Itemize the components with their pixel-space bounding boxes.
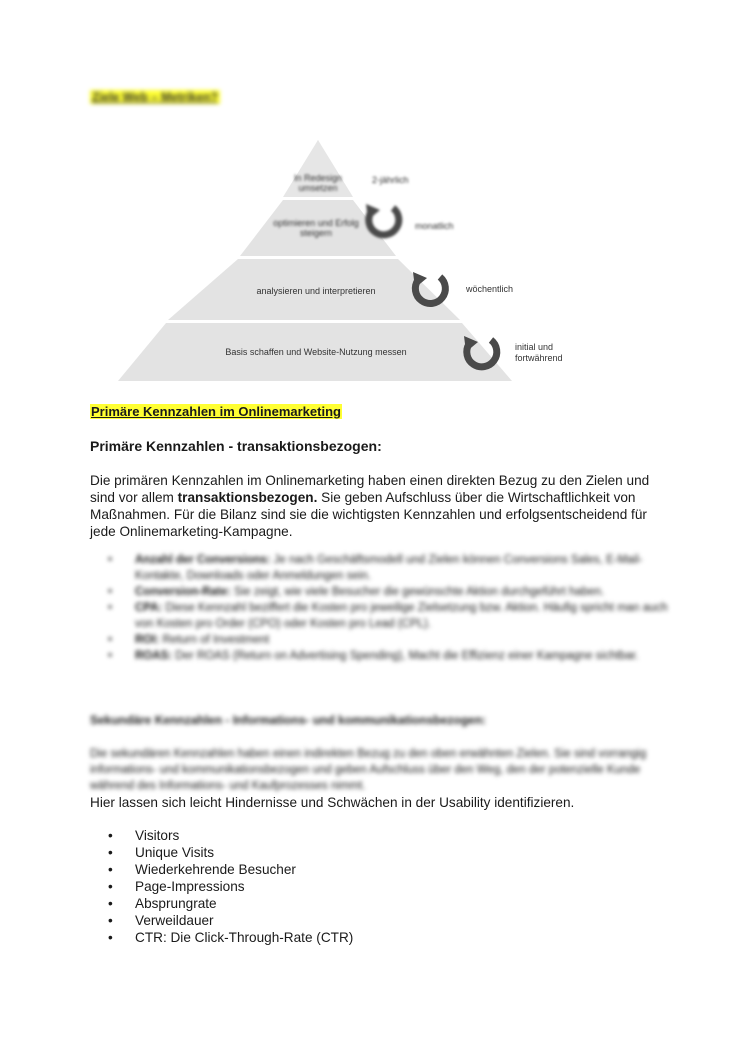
list-item-term: Conversion-Rate:	[135, 586, 231, 598]
list-item: • Visitors	[108, 827, 353, 844]
list-item	[108, 584, 668, 600]
metrics-pyramid	[0, 0, 750, 400]
list-item: • Absprungrate	[108, 895, 353, 912]
pyramid-label-2b: steigern	[299, 228, 333, 238]
list-item: • Page-Impressions	[108, 878, 353, 895]
list-item: • CTR: Die Click-Through-Rate (CTR)	[108, 929, 353, 946]
pyramid-label-2a: optimieren und Erfolg	[273, 218, 359, 228]
list-item-term: ROAS:	[135, 650, 173, 662]
pyramid-label-1a: In Redesign	[293, 173, 343, 183]
pyramid-frequency-4a: initial und	[515, 342, 554, 352]
intro-bold-term: transaktionsbezogen.	[177, 490, 318, 505]
secondary-section-heading: Sekundäre Kennzahlen - Informations- und kommunikationsbezogen:	[90, 713, 487, 727]
pyramid-label-3: analysieren und interpretieren	[256, 286, 376, 296]
list-item	[108, 632, 668, 648]
list-item-text: Diese Kennzahl beziffert die Kosten pro jeweilige Zielsetzung bzw. Aktion. Häufig spricht man auch von Kosten pro Order (CPO) oder Kosten pro Lead (CPL).	[135, 602, 668, 630]
secondary-paragraph-blurred: Die sekundären Kennzahlen haben einen indirekten Bezug zu den oben erwähnten Zielen. Sie sind vorrangig informations- und kommunikationsbezogen und geben Aufschluss über den Weg, den der potenzielle Kunde während des Informations- und Kaufprozesses nimmt.	[90, 748, 647, 792]
primary-subheading: Primäre Kennzahlen - transaktionsbezogen:	[90, 438, 382, 454]
intro-text-start: Die primären Kennzahlen im Onlinemarketing haben einen direkten Bezug zu den Zielen und sind vor allem	[90, 473, 650, 505]
intro-text-end: Sie geben Aufschluss über die Wirtschaftlichkeit von Maßnahmen. Für die Bilanz sind sie die wichtigsten Kennzahlen und erfolgsentscheidend für jede Onlinemarketing-Kampagne.	[90, 490, 647, 539]
list-item-text: Je nach Geschäftsmodell und Zielen können Conversions Sales, E-Mail-Kontakte, Downloads oder Anmeldungen sein.	[135, 554, 643, 582]
pyramid-frequency-1: 2-jährlich	[372, 175, 409, 185]
list-item-term: CPA:	[135, 602, 163, 614]
secondary-metrics-list	[108, 827, 353, 946]
list-item: • Wiederkehrende Besucher	[108, 861, 353, 878]
list-item	[108, 648, 668, 664]
list-item-term: ROI:	[135, 634, 160, 646]
primary-intro-paragraph	[90, 472, 665, 540]
secondary-paragraph-visible: Hier lassen sich leicht Hindernisse und Schwächen in der Usability identifizieren.	[90, 795, 575, 810]
list-item: • Verweildauer	[108, 912, 353, 929]
list-item-text: Return of Investment	[159, 634, 270, 646]
pyramid-frequency-4b: fortwährend	[515, 353, 563, 363]
pyramid-label-1b: umsetzen	[298, 183, 338, 193]
list-item-text: Sie zeigt, wie viele Besucher die gewünschte Aktion durchgeführt haben.	[230, 586, 605, 598]
pyramid-frequency-3: wöchentlich	[466, 284, 514, 294]
list-item-text: Der ROAS (Return on Advertising Spending), Macht die Effizienz einer Kampagne sichtbar.	[172, 650, 639, 662]
list-item-term: Anzahl der Conversions:	[135, 554, 271, 566]
list-item: • Unique Visits	[108, 844, 353, 861]
list-item	[108, 552, 668, 584]
top-heading: Ziele Web – Metriken?	[92, 90, 218, 104]
pyramid-label-4: Basis schaffen und Website-Nutzung messen	[225, 347, 407, 357]
pyramid-frequency-2: monatlich	[415, 221, 454, 231]
cycle-arrow-icon-2	[366, 204, 399, 235]
list-item	[108, 600, 668, 632]
primary-section-heading: Primäre Kennzahlen im Onlinemarketing	[91, 404, 341, 419]
primary-metrics-list	[108, 552, 668, 664]
